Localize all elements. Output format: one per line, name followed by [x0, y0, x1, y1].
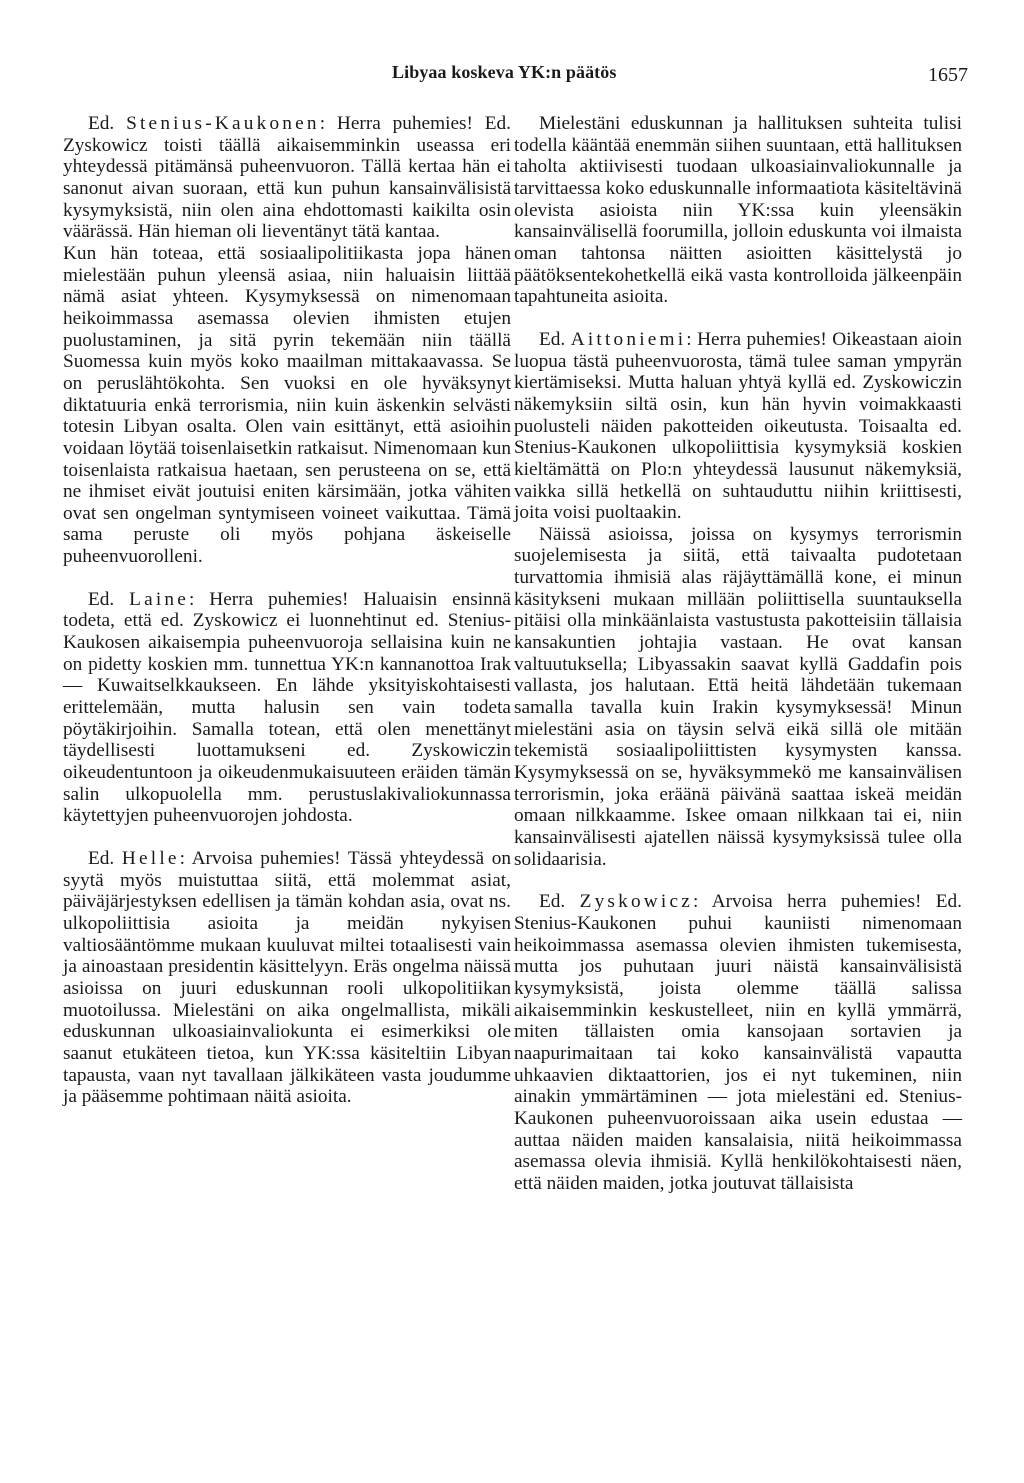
- body-paragraph: Kun hän toteaa, että sosiaalipolitiikasta jopa hänen mielestään puhun yleensä asiaa, niin haluaisin liittää nämä asiat yhteen. Kysymyksessä on nimenomaan heikoimmassa asemassa olevien ihmisten etujen puolustaminen, ja sitä pyrin tekemään niin täällä Suomessa kuin myös koko maailman mittakaavassa. Se on peruslähtökohta. Sen vuoksi en ole hyväksynyt diktatuuria enkä terrorismia, niin kuin äskenkin selvästi totesin Libyan osalta. Olen vain esittänyt, että asioihin voidaan löytää toisenlaisetkin ratkaisut. Nimenomaan kun toisenlaista ratkaisua haetaan, sen perusteena on se, että ne ihmiset eivät joutuisi eniten kärsimään, jotka vähiten ovat sen ongelman syntymiseen voineet vaikuttaa. Tämä sama peruste oli myös pohjana äskeiselle puheenvuorolleni.: [63, 242, 511, 568]
- running-title: Libyaa koskeva YK:n päätös: [392, 62, 617, 82]
- right-column: [514, 113, 962, 1195]
- page-number: 1657: [928, 64, 968, 86]
- speaker-prefix: Ed.: [539, 328, 571, 350]
- paragraph-text: : Arvoisa puhemies! Tässä yhteydessä on syytä myös muistuttaa siitä, että molemmat asiat, päiväjärjestyksen edellisen ja tämän kohdan asia, ovat ns. ulkopoliittisia asioita ja meidän nykyisen valtiosääntömme mukaan kuuluvat miltei totaalisesti vain ja ainoastaan presidentin käsittelyyn. Eräs ongelma näissä asioissa on juuri eduskunnan rooli ulkopolitiikan muotoilussa. Mielestäni on aika ongelmallista, mikäli eduskunnan ulkoasiainvaliokunta ei esimerkiksi ole saanut etukäteen tietoa, kun YK:ssa käsiteltiin Libyan tapausta, vaan nyt tavallaan jälkikäteen vasta joudumme ja pääsemme pohtimaan näitä asioita.: [63, 848, 511, 1108]
- speaker-prefix: Ed.: [88, 113, 127, 134]
- speaker-name: Stenius-Kaukonen: [126, 113, 320, 134]
- paragraph-text: : Herra puhemies! Oikeastaan aioin luopua tästä puheenvuorosta, tämä tulee saman ympyrän kiertämiseksi. Mutta haluan yhtyä kyllä ed. Zyskowiczin näkemyksiin siltä osin, kun hän hyvin voimakkaasti puolusteli näiden pakotteiden oikeutusta. Toisaalta ed. Stenius-Kaukonen ulkopoliittisia kysymyksiä koskien kieltämättä on Plo:n yhteydessä lausunut näkemyksiä, vaikka sillä hetkellä on suhtauduttu niihin kriittisesti, joita voisi puoltaakin.: [514, 328, 963, 524]
- speaker-prefix: Ed.: [88, 848, 122, 869]
- speaker-prefix: Ed.: [539, 891, 580, 913]
- speech-paragraph: [514, 891, 962, 1194]
- paragraph-text: : Arvoisa herra puhemies! Ed. Stenius-Kaukonen puhui kauniisti nimenomaan heikoimmassa asemassa olevien ihmisten tukemisesta, mutta jos puhutaan juuri näistä kansainvälisistä kysymyksistä, joista olemme täällä salissa aikaisemminkin keskustelleet, niin en kyllä ymmärrä, miten tällaisten omia kansojaan sortavien ja naapurimaitaan tai koko kansainvälistä vapautta uhkaavien diktaattorien, jos ei nyt tukeminen, niin ainakin ymmärtäminen — jota mielestäni ed. Stenius-Kaukonen puheenvuoroissaan aika usein edustaa — auttaa näiden maiden kansalaisia, niitä heikoimmassa asemassa olevia ihmisiä. Kyllä henkilökohtaisesti näen, että näiden maiden, jotka joutuvat tällaisista: [514, 891, 962, 1194]
- speech-paragraph: [63, 589, 511, 827]
- paragraph-text: : Herra puhemies! Ed. Zyskowicz toisti täällä aikaisemminkin useassa eri yhteydessä pitämänsä puheenvuoron. Tällä kertaa hän ei sanonut aivan suoraan, että kun puhun kansainvälisistä kysymyksistä, niin olen aina ehdottomasti kaikilta osin väärässä. Hän hieman oli lieventänyt tätä kantaa.: [63, 113, 512, 243]
- speaker-name: Zyskowicz: [579, 891, 694, 913]
- left-column: [63, 113, 511, 1108]
- speaker-name: Laine: [129, 588, 190, 610]
- speech-paragraph: [514, 329, 962, 524]
- paragraph-text: : Herra puhemies! Haluaisin ensinnä todeta, että ed. Zyskowicz ei luonnehtinut ed. Stenius-Kaukosen aikaisempia puheenvuoroja sellaisina kuin ne on pidetty koskien mm. tunnettua YK:n kannanottoa Irak — Kuwaitselkkaukseen. En lähde yksityiskohtaisesti erittelemään, mutta halusin sen vain todeta pöytäkirjoihin. Samalla totean, että olen menettänyt täydellisesti luottamukseni ed. Zyskowiczin oikeudentuntoon ja oikeudenmukaisuuteen eräiden tämän salin ulkopuolella mm. perustuslakivaliokunnassa käytettyjen puheenvuorojen johdosta.: [63, 588, 511, 827]
- speaker-prefix: Ed.: [88, 588, 130, 610]
- body-paragraph: Mielestäni eduskunnan ja hallituksen suhteita tulisi todella kääntää enemmän siihen suuntaan, että hallituksen taholta aktiivisesti tuodaan ulkoasiainvaliokunnalle ja tarvittaessa koko eduskunnalle informaatiota käsiteltävinä olevista asioista niin YK:ssa kuin yleensäkin kansainvälisellä foorumilla, jolloin eduskunta voi ilmaista oman tahtonsa näitten asioitten käsittelystä jo päätöksentekohetkellä eikä vasta kontrolloida jälkeenpäin tapahtuneita asioita.: [514, 113, 962, 308]
- speaker-name: Aittoniemi: [570, 328, 687, 350]
- speech-paragraph: [63, 113, 511, 243]
- body-paragraph: Näissä asioissa, joissa on kysymys terrorismin suojelemisesta ja siitä, että taivaalta pudotetaan turvattomia ihmisiä alas räjäyttämällä kone, ei minun käsitykseni mukaan millään poliittisella suuntauksella pitäisi olla minkäänlaista vastustusta pakotteisiin tällaisia kansakuntien johtajia vastaan. He ovat kansan valtuutuksella; Libyassakin saavat kyllä Gaddafin pois vallasta, jos halutaan. Että heitä lähdetään tukemaan samalla tavalla kuin Irakin kysymyksessä! Minun mielestäni asia on täysin selvä eikä sillä ole mitään tekemistä sosiaalipoliittisten kysymysten kanssa. Kysymyksessä on se, hyväksymmekö me kansainvälisen terrorismin, joka eräänä päivänä saattaa iskeä meidän omaan nilkkaamme. Iskee omaan nilkkaan tai ei, niin kansainvälisesti ajatellen näissä kysymyksissä tulee olla solidaarisia.: [514, 523, 962, 870]
- speech-paragraph: [63, 848, 511, 1108]
- speaker-name: Helle: [121, 848, 180, 869]
